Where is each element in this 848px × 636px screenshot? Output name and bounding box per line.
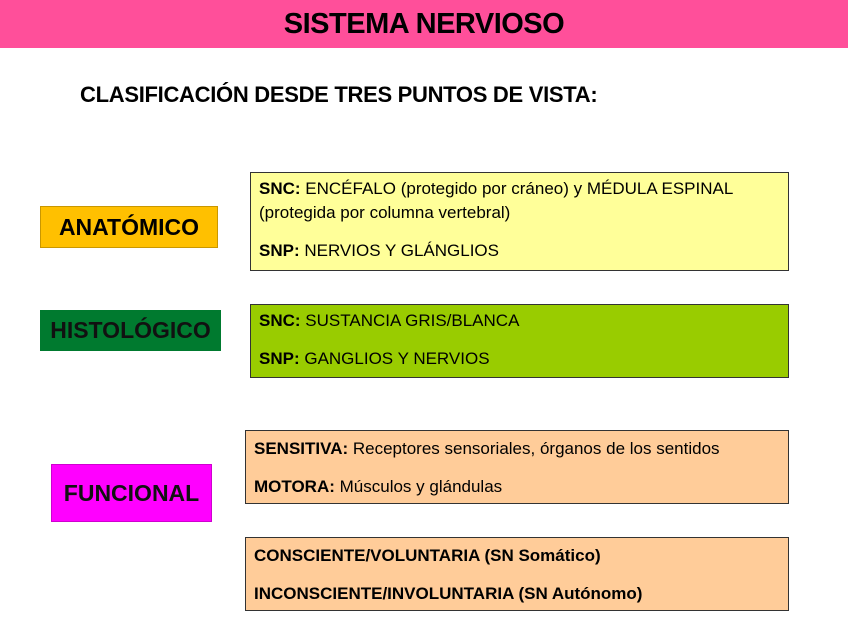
histologico-snc-line	[259, 309, 780, 333]
histologico-snc-key: SNC:	[259, 311, 301, 330]
funcional-sensitiva-key: SENSITIVA:	[254, 439, 349, 458]
label-anatomico: ANATÓMICO	[40, 206, 218, 248]
subtitle: CLASIFICACIÓN DESDE TRES PUNTOS DE VISTA:	[80, 82, 598, 107]
histologico-snc-text: SUSTANCIA GRIS/BLANCA	[300, 311, 520, 330]
anatomico-snp-key: SNP:	[259, 241, 300, 260]
anatomico-snp-line	[259, 239, 780, 263]
histologico-snp-line	[259, 347, 780, 371]
box-anatomico	[250, 172, 789, 271]
funcional-sensitiva-text: Receptores sensoriales, órganos de los sentidos	[348, 439, 720, 458]
funcional-inconsciente-line: INCONSCIENTE/INVOLUNTARIA (SN Autónomo)	[254, 584, 643, 603]
box-funcional-sensitiva-motora	[245, 430, 789, 504]
funcional-motora-line	[254, 475, 780, 499]
funcional-motora-key: MOTORA:	[254, 477, 335, 496]
box-funcional-consciente	[245, 537, 789, 611]
anatomico-snp-text: NERVIOS Y GLÁNGLIOS	[299, 241, 499, 260]
title-bar	[0, 0, 848, 48]
anatomico-snc-line	[259, 177, 780, 225]
label-histologico: HISTOLÓGICO	[40, 310, 221, 351]
histologico-snp-text: GANGLIOS Y NERVIOS	[299, 349, 490, 368]
page-title: SISTEMA NERVIOSO	[283, 7, 565, 40]
histologico-snp-key: SNP:	[259, 349, 300, 368]
label-funcional: FUNCIONAL	[51, 464, 212, 522]
box-histologico	[250, 304, 789, 378]
funcional-consciente-line: CONSCIENTE/VOLUNTARIA (SN Somático)	[254, 546, 601, 565]
funcional-motora-text: Músculos y glándulas	[334, 477, 503, 496]
funcional-sensitiva-line	[254, 437, 780, 461]
anatomico-snc-text: ENCÉFALO (protegido por cráneo) y MÉDULA ESPINAL (protegida por columna vertebral)	[259, 179, 733, 222]
anatomico-snc-key: SNC:	[259, 179, 301, 198]
